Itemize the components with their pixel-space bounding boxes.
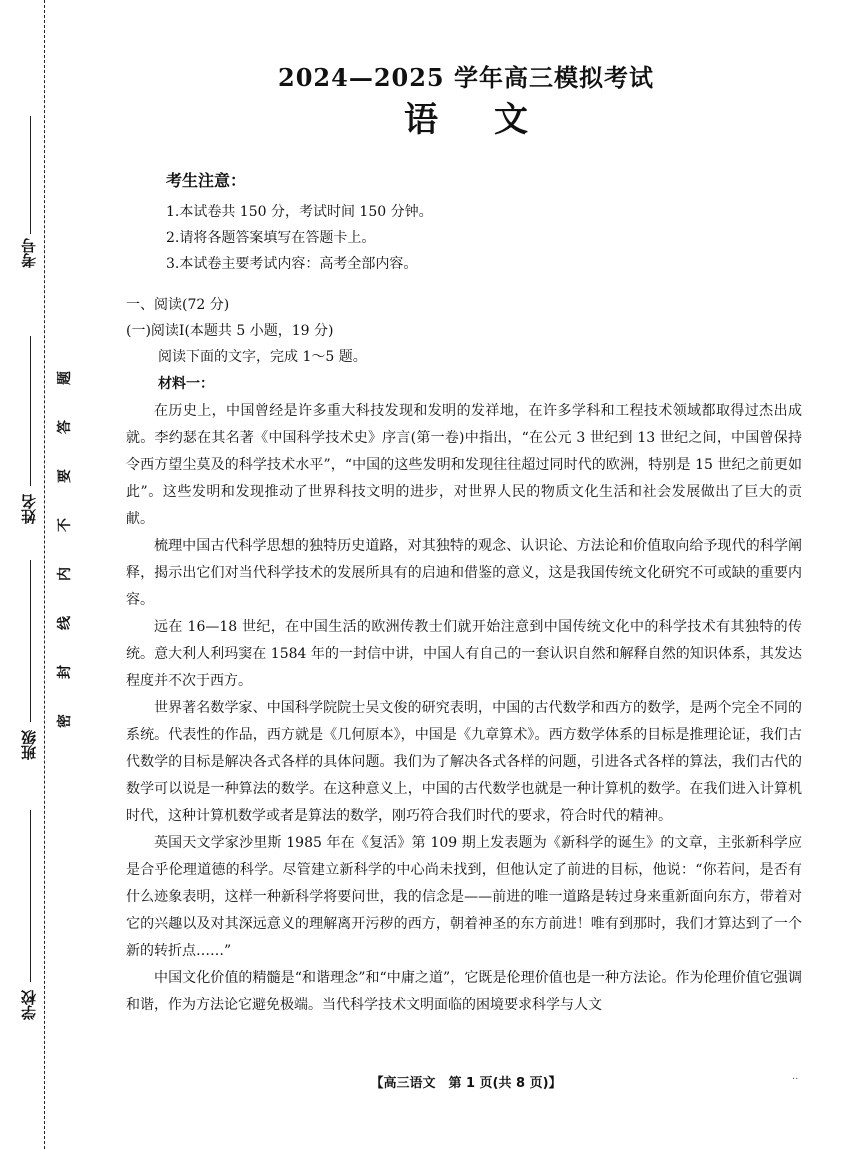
passage-paragraph: 世界著名数学家、中国科学院院士吴文俊的研究表明，中国的古代数学和西方的数学，是两个完全不同的系统。代表性的作品，西方就是《几何原本》，中国是《九章算术》。西方数学体系的目标是推理论证，我们古代数学的目标是解决各式各样的具体问题。我们为了解决各式各样的问题，引进各式各样的算法，我们古代的数学可以说是一种算法的数学。在这种意义上，中国的古代数学也就是一种计算机的数学。在我们进入计算机时代，这种计算机数学或者是算法的数学，刚巧符合我们时代的要求，符合时代的精神。 [126,700,802,824]
class-label: 班级 [20,730,38,760]
seal-warning-char: 要 [57,469,73,483]
section-title: 一、阅读(72 分) [126,297,230,313]
notice-item: 3.本试卷主要考试内容：高考全部内容。 [166,256,418,272]
seal-warning-char: 线 [57,616,73,630]
candidate-notice [166,168,766,277]
subject-title: 语文 [404,100,584,140]
passage-paragraph: 梳理中国古代科学思想的独特历史道路，对其独特的观念、认识论、方法论和价值取向给予现代的科学阐释，揭示出它们对当代科学技术的发展所具有的启迪和借鉴的意义，这是我国传统文化研究不可或缺的重要内容。 [126,538,802,608]
passage-paragraph: 英国天文学家沙里斯 1985 年在《复活》第 109 期上发表题为《新科学的诞生》的文章，主张新科学应是合乎伦理道德的科学。尽管建立新科学的中心尚未找到，但他认定了前进的目标，他说：“你若问，是否有什么迹象表明，这样一种新科学将要问世，我的信念是——前进的唯一道路是转过身来重新面向东方，带着对它的兴趣以及对其深远意义的理解离开污秽的西方，朝着神圣的东方前进！唯有到那时，我们才算达到了一个新的转折点……” [126,835,802,959]
reading-instruction: 阅读下面的文字，完成 1～5 题。 [158,349,367,365]
school-label: 学校 [20,990,38,1020]
seal-warning-char: 答 [57,420,73,434]
notice-item: 2.请将各题答案填写在答题卡上。 [166,230,376,246]
seal-warning-char: 封 [57,665,73,679]
school-field [18,990,44,1020]
notice-item: 1.本试卷共 150 分，考试时间 150 分钟。 [166,204,433,220]
name-line [30,336,31,486]
binding-margin [0,0,100,1149]
name-label: 姓名 [20,494,38,524]
school-line [30,810,31,982]
seal-warning-char: 内 [57,567,73,581]
exam-title: 2024—2025 学年高三模拟考试 [278,63,654,92]
footer-mark: ·· [792,1074,799,1085]
exam-number-field [18,238,44,268]
page-footer: 【高三语文 第 1 页(共 8 页)】 [370,1076,562,1091]
name-field [18,494,44,524]
material-label: 材料一： [158,376,214,392]
reading-passage [126,398,802,1019]
binding-dashed-line [44,0,45,1149]
seal-warning [56,368,72,731]
class-line [30,560,31,722]
part-title: (一)阅读Ⅰ(本题共 5 小题，19 分) [126,323,334,339]
passage-paragraph: 在历史上，中国曾经是许多重大科技发现和发明的发祥地，在许多学科和工程技术领域都取得过杰出成就。李约瑟在其名著《中国科学技术史》序言(第一卷)中指出，“在公元 3 世纪到 13 世纪之间，中国曾保持令西方望尘莫及的科学技术水平”，“中国的这些发明和发现往往超过同时代的欧洲，特别是 15 世纪之前更如此”。这些发明和发现推动了世界科技文明的进步，对世界人民的物质文化生活和社会发展做出了巨大的贡献。 [126,403,802,527]
passage-paragraph: 远在 16—18 世纪，在中国生活的欧洲传教士们就开始注意到中国传统文化中的科学技术有其独特的传统。意大利人利玛窦在 1584 年的一封信中讲，中国人有自己的一套认识自然和解释自然的知识体系，其发达程度并不次于西方。 [126,619,802,689]
exam-number-label: 考号 [20,238,38,268]
seal-warning-char: 不 [57,518,73,532]
passage-paragraph: 中国文化价值的精髓是“和谐理念”和“中庸之道”，它既是伦理价值也是一种方法论。作为伦理价值它强调和谐，作为方法论它避免极端。当代科学技术文明面临的困境要求科学与人文 [126,970,802,1013]
seal-warning-char: 题 [57,371,73,385]
exam-number-line [30,116,31,234]
notice-title: 考生注意： [166,171,247,190]
seal-warning-char: 密 [57,714,73,728]
class-field [18,730,44,760]
